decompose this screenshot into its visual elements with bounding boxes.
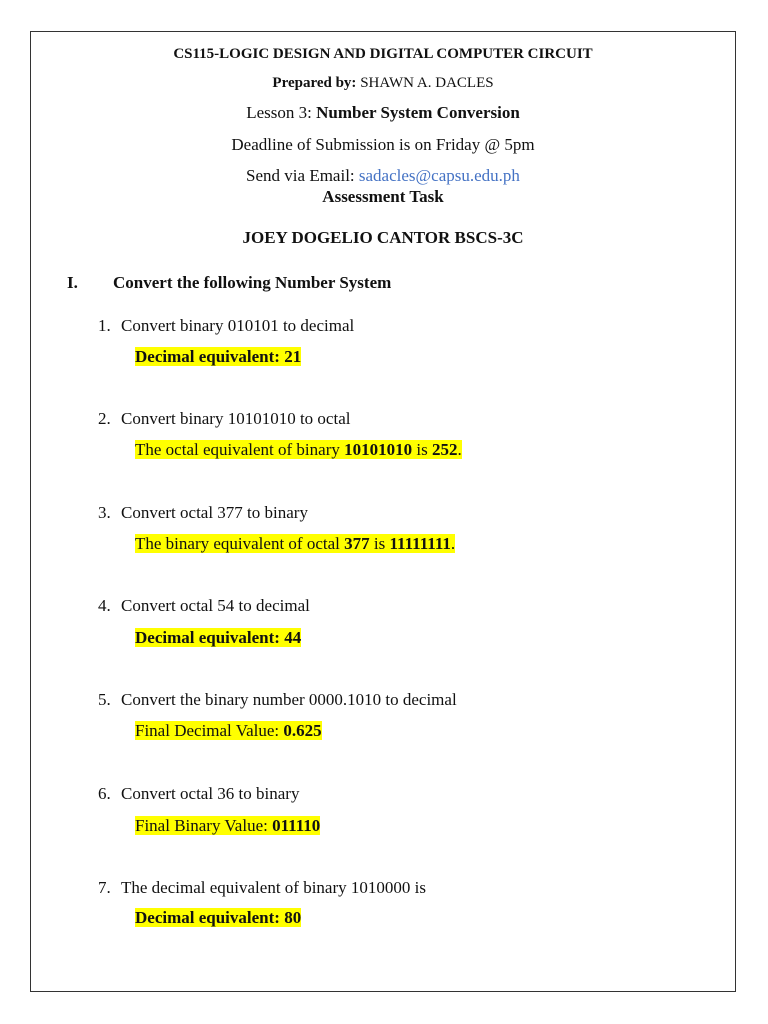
question-text: Convert the binary number 0000.1010 to decimal bbox=[121, 690, 457, 709]
student-name: JOEY DOGELIO CANTOR BSCS-3C bbox=[242, 228, 524, 247]
course-title: CS115-LOGIC DESIGN AND DIGITAL COMPUTER CIRCUIT bbox=[173, 46, 593, 62]
question-text: Convert octal 54 to decimal bbox=[121, 596, 310, 615]
question-number: 1. bbox=[98, 316, 111, 335]
question-text: Convert binary 10101010 to octal bbox=[121, 409, 351, 428]
answer-value: 0.625 bbox=[283, 721, 322, 740]
answer-text: . bbox=[457, 440, 462, 459]
answer-5 bbox=[135, 721, 322, 741]
answer-value: 10101010 bbox=[344, 440, 413, 459]
answer-value: 252 bbox=[431, 440, 458, 459]
answer-2 bbox=[135, 440, 462, 460]
question-5 bbox=[98, 690, 457, 710]
section-title: Convert the following Number System bbox=[113, 273, 392, 292]
question-2 bbox=[98, 409, 350, 429]
question-number: 5. bbox=[98, 690, 111, 709]
question-6 bbox=[98, 784, 299, 804]
question-text: The decimal equivalent of binary 1010000 is bbox=[121, 878, 426, 897]
question-text: Convert binary 010101 to decimal bbox=[121, 316, 355, 335]
answer-text: is bbox=[412, 440, 432, 459]
answer-6 bbox=[135, 816, 320, 836]
answer-text: Decimal equivalent: 44 bbox=[135, 628, 302, 647]
lesson-line bbox=[30, 103, 736, 123]
assessment-heading: Assessment Task bbox=[322, 187, 444, 206]
lesson-title: Number System Conversion bbox=[316, 103, 520, 122]
question-text: Convert octal 36 to binary bbox=[121, 784, 300, 803]
answer-value: 11111111 bbox=[389, 534, 451, 553]
question-7 bbox=[98, 878, 426, 898]
answer-value: 011110 bbox=[272, 816, 321, 835]
question-number: 2. bbox=[98, 409, 111, 428]
question-3 bbox=[98, 503, 308, 523]
email-label: Send via Email: bbox=[246, 166, 355, 185]
answer-text: Decimal equivalent: 80 bbox=[135, 908, 302, 927]
question-1 bbox=[98, 316, 354, 336]
email-line bbox=[30, 166, 736, 186]
section-number: I. bbox=[67, 273, 78, 292]
prepared-by bbox=[30, 75, 736, 92]
answer-text: Decimal equivalent: 21 bbox=[135, 347, 302, 366]
deadline: Deadline of Submission is on Friday @ 5pm bbox=[231, 135, 535, 154]
question-number: 6. bbox=[98, 784, 111, 803]
question-4 bbox=[98, 596, 310, 616]
answer-text: is bbox=[369, 534, 390, 553]
answer-3 bbox=[135, 534, 455, 554]
answer-text: . bbox=[450, 534, 456, 553]
question-number: 4. bbox=[98, 596, 111, 615]
lesson-label: Lesson 3: bbox=[246, 103, 312, 122]
answer-text: Final Binary Value: bbox=[135, 816, 273, 835]
question-text: Convert octal 377 to binary bbox=[121, 503, 308, 522]
answer-text: The binary equivalent of octal bbox=[135, 534, 345, 553]
prepared-name: SHAWN A. DACLES bbox=[360, 75, 494, 91]
prepared-label: Prepared by: bbox=[272, 75, 357, 91]
answer-7 bbox=[135, 908, 301, 928]
email-link[interactable]: sadacles@capsu.edu.ph bbox=[358, 166, 520, 185]
answer-text: Final Decimal Value: bbox=[135, 721, 284, 740]
answer-1 bbox=[135, 347, 301, 367]
question-number: 7. bbox=[98, 878, 111, 897]
answer-text: The octal equivalent of binary bbox=[135, 440, 345, 459]
question-number: 3. bbox=[98, 503, 111, 522]
answer-4 bbox=[135, 628, 301, 648]
answer-value: 377 bbox=[344, 534, 370, 553]
